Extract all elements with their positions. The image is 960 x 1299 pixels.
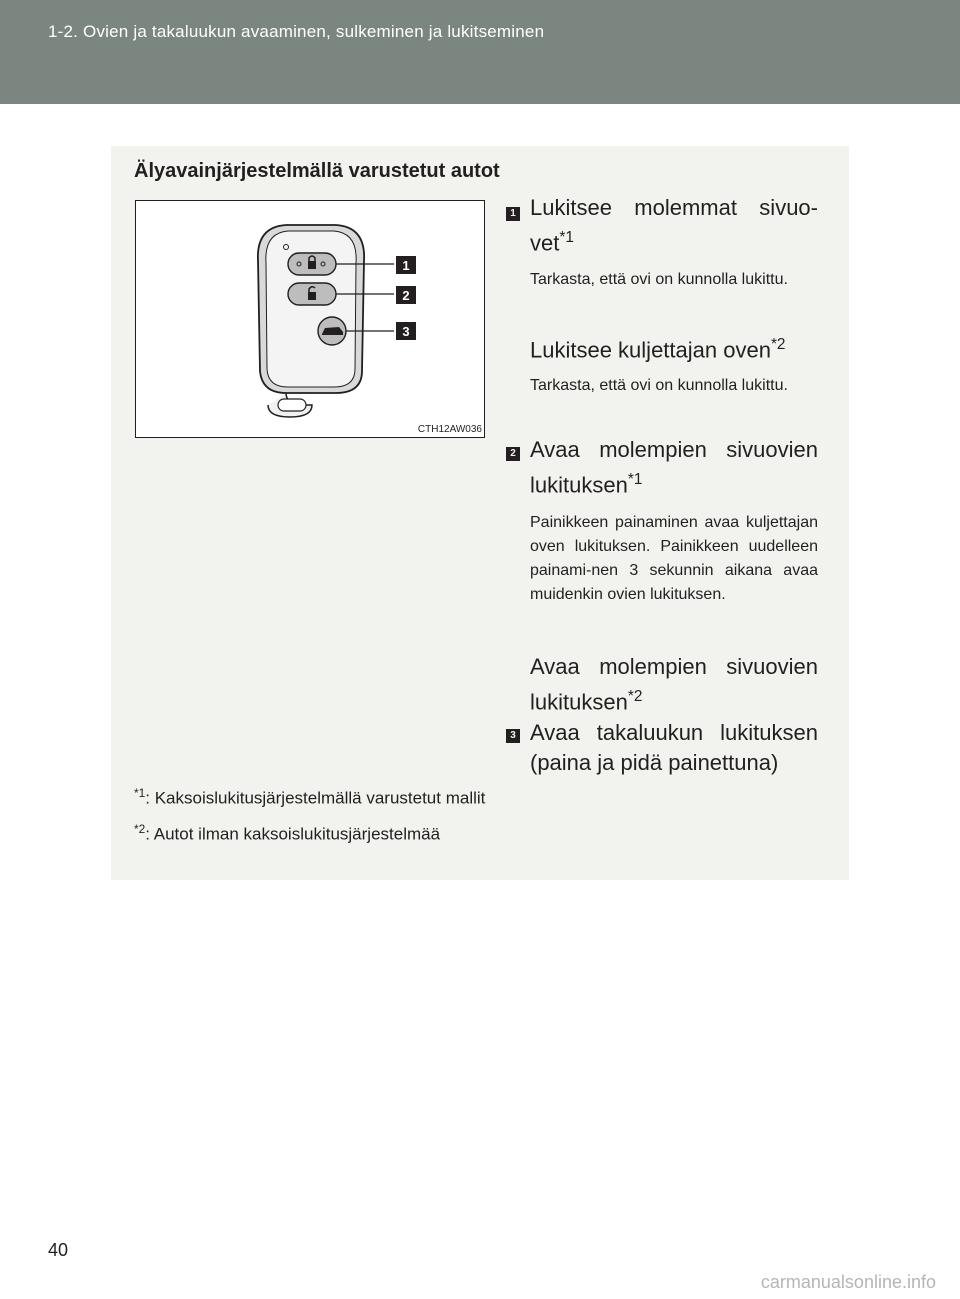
item-badge-1: 1 — [506, 207, 520, 221]
item-1-note: Tarkasta, että ovi on kunnolla lukittu. — [530, 271, 788, 288]
key-fob-illustration — [136, 201, 484, 437]
item-1-heading: Lukitsee molemmat sivuo-vet$^{*1}$ — [530, 195, 818, 256]
item-badge-3: 3 — [506, 729, 520, 743]
footnote-2: $^{*2}$: Autot ilman kaksoislukitusjärjestelmää — [134, 822, 441, 844]
item-1b-note: Tarkasta, että ovi on kunnolla lukittu. — [530, 377, 788, 394]
callout-3: 3 — [402, 324, 410, 339]
footnote-1: $^{*1}$: Kaksoislukitusjärjestelmällä varustetut mallit — [134, 786, 486, 808]
watermark: carmanualsonline.info — [760, 1272, 936, 1292]
header-title: 1-2. Ovien ja takaluukun avaaminen, sulkeminen ja lukitseminen — [48, 22, 545, 41]
item-1b-heading: Lukitsee kuljettajan oven$^{*2}$ — [530, 336, 786, 363]
item-2b-heading: Avaa molempien sivuovien lukituksen$^{*2}$ — [530, 654, 818, 715]
page-number: 40 — [48, 1240, 69, 1260]
item-3-heading: Avaa takaluukun lukituksen (paina ja pidä painettuna) — [530, 720, 818, 775]
item-2-heading: Avaa molempien sivuovien lukituksen$^{*1}$ — [530, 437, 818, 498]
section-title: Älyavainjärjestelmällä varustetut autot — [134, 160, 500, 182]
callout-1: 1 — [402, 258, 410, 273]
item-badge-2: 2 — [506, 447, 520, 461]
figure-code: CTH12AW036 — [417, 424, 482, 435]
page-header — [0, 0, 960, 104]
key-fob-figure — [135, 200, 485, 438]
callout-2: 2 — [402, 288, 410, 303]
item-2-note: Painikkeen painaminen avaa kuljettajan oven lukituksen. Painikkeen uudelleen painami-nen 3 sekunnin aikana avaa muidenkin ovien lukituksen. — [530, 514, 818, 603]
